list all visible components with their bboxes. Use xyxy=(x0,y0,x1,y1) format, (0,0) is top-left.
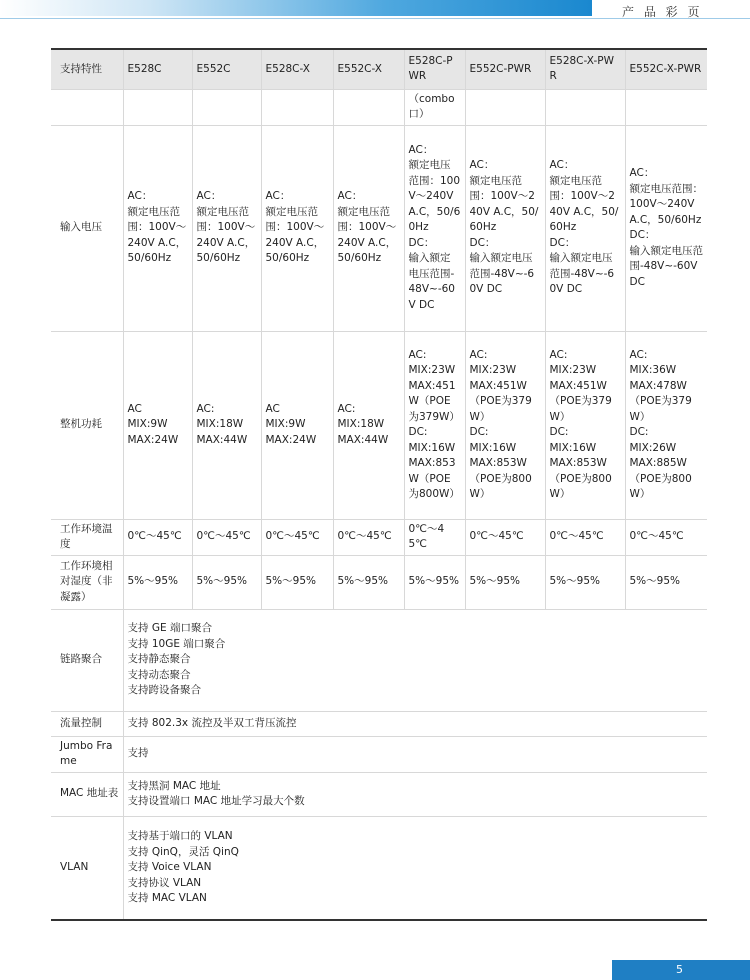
cell-line: AC： xyxy=(127,190,153,203)
humidity-value: 5%～95% xyxy=(465,555,545,609)
power-e552c xyxy=(192,331,261,519)
cell-line: DC： xyxy=(549,236,576,249)
header-cell-e552c: E552C xyxy=(192,49,261,89)
power-e528c xyxy=(123,331,192,519)
cell-line: MIX:18W xyxy=(337,418,385,431)
vlan-list xyxy=(123,816,707,920)
header-cell-e552c-x-pwr: E552C-X-PWR xyxy=(625,49,707,89)
temperature-value: 0℃～45℃ xyxy=(465,519,545,555)
cell-line: AC： xyxy=(469,159,495,172)
cell-line: MIX:9W xyxy=(127,418,168,431)
cell-line: MAX:24W xyxy=(127,433,179,446)
header-cell-e528c-pwr: E528C-PWR xyxy=(404,49,465,89)
table-row-continuation xyxy=(51,89,707,125)
cell-line: MIX:23W xyxy=(408,364,456,376)
humidity-value: 5%～95% xyxy=(192,555,261,609)
cell-line: 输入额定电压范围-48V~-60V DC xyxy=(469,252,535,296)
header-title: 产 品 彩 页 xyxy=(622,5,703,19)
row-label: MAC 地址表 xyxy=(51,772,123,816)
temperature-value: 0℃～45℃ xyxy=(404,519,465,555)
spec-table xyxy=(51,48,707,921)
cell-line: 支持设置端口 MAC 地址学习最大个数 xyxy=(127,795,305,807)
temperature-value: 0℃～45℃ xyxy=(123,519,192,555)
input-voltage-e552c-x-pwr xyxy=(625,125,707,331)
cell-line: 输入额定电压范围-48V~-60V DC xyxy=(408,252,455,311)
temperature-value: 0℃～45℃ xyxy=(192,519,261,555)
header-cell-feature: 支持特性 xyxy=(51,49,123,89)
cell-line: DC： xyxy=(408,236,435,249)
cell-line: 额定电压范围：100V～240V A.C，50/60Hz xyxy=(265,205,325,265)
cell-line: AC xyxy=(127,402,142,415)
cell-line: MAX:885W（POE为800W） xyxy=(629,457,692,500)
cell-line: 支持动态聚合 xyxy=(127,668,191,681)
cell-line: AC： xyxy=(337,190,363,203)
table-row-link-aggregation xyxy=(51,609,707,711)
row-label: 工作环境相对湿度（非凝露） xyxy=(51,555,123,609)
cell-line: DC: xyxy=(549,426,569,438)
cell-line: AC： xyxy=(196,190,222,203)
cell-line: 支持 10GE 端口聚合 xyxy=(127,637,226,650)
row-label: VLAN xyxy=(51,816,123,920)
table-row-power xyxy=(51,331,707,519)
cell-line: MIX:18W xyxy=(196,418,244,431)
header-cell-e552c-x: E552C-X xyxy=(333,49,404,89)
table-row-vlan xyxy=(51,816,707,920)
cell-line: 输入额定电压范围-48V~-60V DC xyxy=(549,252,615,296)
table-row-humidity xyxy=(51,555,707,609)
cell-line: DC: xyxy=(629,426,649,438)
cell-line: 额定电压范围：100V～240V A.C，50/60Hz xyxy=(629,182,703,226)
header-cell-e552c-pwr: E552C-PWR xyxy=(465,49,545,89)
cell-line: MAX:24W xyxy=(265,433,317,446)
cell-line: 支持跨设备聚合 xyxy=(127,684,201,697)
table-header-row xyxy=(51,49,707,89)
cell-line: AC： xyxy=(265,190,291,203)
cell-line: MAX:451W（POE为379W） xyxy=(408,379,460,423)
table-row-jumbo xyxy=(51,736,707,772)
cell-line: AC: xyxy=(337,402,356,415)
cell-line: AC: xyxy=(629,348,648,361)
power-e552c-x xyxy=(333,331,404,519)
cell-line: DC： xyxy=(629,229,656,241)
cell-line: 支持协议 VLAN xyxy=(127,876,202,889)
cell-line: AC: xyxy=(469,348,488,361)
temperature-value: 0℃～45℃ xyxy=(545,519,625,555)
cell-line: DC： xyxy=(469,236,496,249)
page-number: 5 xyxy=(676,963,683,976)
table-row-flow-control xyxy=(51,711,707,736)
temperature-value: 0℃～45℃ xyxy=(261,519,333,555)
cell-line: MIX:16W xyxy=(549,441,597,454)
cell-line: 支持黑洞 MAC 地址 xyxy=(127,779,221,792)
cell-line: MIX:16W xyxy=(469,441,517,454)
cell-line: MAX:451W（POE为379W） xyxy=(549,379,612,423)
cell-line: 支持 Voice VLAN xyxy=(127,861,212,873)
row-label: 整机功耗 xyxy=(51,331,123,519)
header-cell-e528c-x: E528C-X xyxy=(261,49,333,89)
input-voltage-e552c-pwr xyxy=(465,125,545,331)
cell-line: 额定电压范围：100V～240V A.C，50/60Hz xyxy=(337,205,397,265)
cell-line: 额定电压范围：100V～240V A.C，50/60Hz xyxy=(196,205,256,265)
cell-line: AC： xyxy=(629,167,655,179)
cell-line: 额定电压范围：100V～240V A.C，50/60Hz xyxy=(127,205,187,265)
header-cell-e528c: E528C xyxy=(123,49,192,89)
row-label: Jumbo Frame xyxy=(51,736,123,772)
cell-line: 额定电压范围：100V～240V A.C，50/60Hz xyxy=(549,174,619,234)
cell-line: MIX:26W xyxy=(629,441,677,454)
cell-line: AC: xyxy=(408,348,427,361)
cell-line: AC xyxy=(265,402,280,415)
cell-line: 额定电压范围：100V～240V A.C，50/60Hz xyxy=(469,174,539,234)
cell-line: 支持基于端口的 VLAN xyxy=(127,830,233,842)
input-voltage-e552c-x xyxy=(333,125,404,331)
power-e552c-pwr xyxy=(465,331,545,519)
cell-line: MAX:451W（POE为379W） xyxy=(469,379,532,423)
link-aggregation-list xyxy=(123,609,707,711)
humidity-value: 5%～95% xyxy=(261,555,333,609)
flow-control-value: 支持 802.3x 流控及半双工背压流控 xyxy=(123,711,707,736)
header-gradient-bar xyxy=(0,0,592,16)
cell-line: AC: xyxy=(549,348,568,361)
cell-line: MAX:44W xyxy=(196,433,248,446)
cell-line: 支持 MAC VLAN xyxy=(127,892,207,904)
humidity-value: 5%～95% xyxy=(625,555,707,609)
row-label: 输入电压 xyxy=(51,125,123,331)
cell-line: MIX:9W xyxy=(265,418,306,431)
power-e528c-x xyxy=(261,331,333,519)
cell-line: AC： xyxy=(408,143,434,156)
temperature-value: 0℃～45℃ xyxy=(625,519,707,555)
power-e552c-x-pwr xyxy=(625,331,707,519)
cell-line: AC: xyxy=(196,402,215,415)
input-voltage-e552c xyxy=(192,125,261,331)
header-cell-e528c-x-pwr: E528C-X-PWR xyxy=(545,49,625,89)
cell-line: MIX:16W xyxy=(408,441,456,454)
row-label: 工作环境温度 xyxy=(51,519,123,555)
jumbo-value: 支持 xyxy=(123,736,707,772)
cell-line: MIX:36W xyxy=(629,364,677,376)
cell-line: 输入额定电压范围-48V~-60V DC xyxy=(629,244,703,288)
power-e528c-pwr xyxy=(404,331,465,519)
cell-line: 支持 GE 端口聚合 xyxy=(127,622,212,635)
cell-line: MIX:23W xyxy=(549,364,597,376)
cell-line: 支持静态聚合 xyxy=(127,653,191,666)
input-voltage-e528c-x xyxy=(261,125,333,331)
table-row-mac xyxy=(51,772,707,816)
cell-line: MAX:853W（POE为800W） xyxy=(408,457,460,500)
cell-line: MAX:44W xyxy=(337,433,389,446)
temperature-value: 0℃～45℃ xyxy=(333,519,404,555)
table-row-temperature xyxy=(51,519,707,555)
row-label: 流量控制 xyxy=(51,711,123,736)
cell-line: AC： xyxy=(549,159,575,172)
input-voltage-e528c-pwr xyxy=(404,125,465,331)
cell-line: DC: xyxy=(469,426,489,438)
cell-line: MAX:853W（POE为800W） xyxy=(549,457,612,500)
humidity-value: 5%～95% xyxy=(545,555,625,609)
combo-note: （combo口） xyxy=(404,89,465,125)
power-e528c-x-pwr xyxy=(545,331,625,519)
cell-line: 支持 QinQ，灵活 QinQ xyxy=(127,845,239,858)
cell-line: MAX:478W（POE为379W） xyxy=(629,379,692,423)
mac-list xyxy=(123,772,707,816)
cell-line: 额定电压范围：100V～240V A.C，50/60Hz xyxy=(408,159,461,234)
humidity-value: 5%～95% xyxy=(123,555,192,609)
table-row-input-voltage xyxy=(51,125,707,331)
row-label: 链路聚合 xyxy=(51,609,123,711)
humidity-value: 5%～95% xyxy=(333,555,404,609)
cell-line: MIX:23W xyxy=(469,364,517,376)
cell-line: MAX:853W（POE为800W） xyxy=(469,457,532,500)
humidity-value: 5%～95% xyxy=(404,555,465,609)
input-voltage-e528c-x-pwr xyxy=(545,125,625,331)
input-voltage-e528c xyxy=(123,125,192,331)
cell-line: DC: xyxy=(408,426,428,438)
